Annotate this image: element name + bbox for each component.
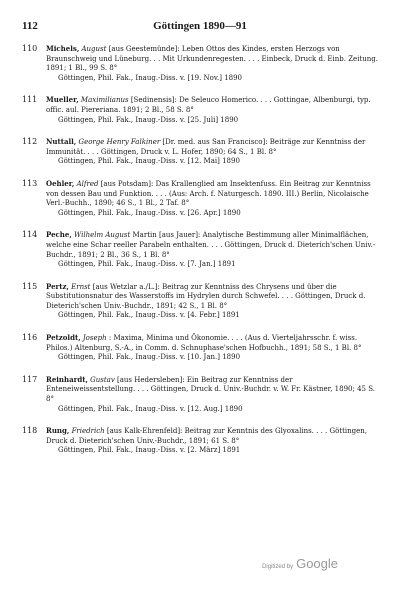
entry-body xyxy=(46,230,378,269)
dissertation-note: Göttingen, Phil. Fak., Inaug.-Diss. v. [12. Mai] 1890 xyxy=(58,157,240,166)
entry-body xyxy=(46,179,378,218)
catalog-entry xyxy=(22,95,378,125)
entry-number: 117 xyxy=(22,374,38,384)
dissertation-note: Göttingen, Phil. Fak., Inaug.-Diss. v. [10. Jan.] 1890 xyxy=(58,353,241,362)
dissertation-note: Göttingen, Phil. Fak., Inaug.-Diss. v. [4. Febr.] 1891 xyxy=(58,311,240,320)
google-logo: Google xyxy=(296,556,338,571)
entry-citation: [aus Kalk-Ehrenfeld]: Beitrag zur Kenntnis des Glyoxalins. . . . Göttingen, Druck d. Dieterich'schen Univ.-Buchdr., 1891; 61 S. 8° xyxy=(46,427,368,445)
digitized-by-text: Digitized by xyxy=(262,564,294,570)
entry-citation: [aus Geestemünde]: Leben Ottos des Kindes, ersten Herzogs von Braunschweig und Lüneburg. . . Mit Urkundenregesten. . . . Einbeck, Druck d. Einb. Zeitung. 1891; 1 Bl., 99 S. 8° xyxy=(46,45,378,73)
author-forename: Alfred xyxy=(76,179,99,188)
entry-number: 114 xyxy=(22,230,38,240)
entry-citation: [aus Hedersleben]: Ein Beitrag zur Kenntniss der Enteneiweissentstellung. . . . Göttingen, Druck d. Univ.-Buchdr. v. W. Fr. Kästner, 1890; 45 S. 8° xyxy=(46,375,375,404)
running-title: Göttingen 1890—91 xyxy=(153,20,247,32)
entry-number: 115 xyxy=(22,281,38,291)
author-surname: Reinhardt, xyxy=(46,374,88,384)
entry-number: 113 xyxy=(22,178,38,188)
author-forename: Wilhelm August xyxy=(74,231,131,240)
dissertation-note: Göttingen, Phil. Fak., Inaug.-Diss. v. [12. Aug.] 1890 xyxy=(58,404,243,413)
catalog-entry xyxy=(22,375,378,414)
catalog-entry xyxy=(22,137,378,167)
catalog-entry xyxy=(22,230,378,269)
entry-number: 112 xyxy=(22,137,38,147)
entry-citation: [Dr. med. aus San Francisco]: Beiträge zur Kenntniss der Immunität. . . . Göttingen, Druck v. L. Hofer, 1890; 64 S., 1 Bl. 8° xyxy=(46,138,366,156)
catalog-entry xyxy=(22,426,378,456)
entry-citation: [Sedinensis]: De Seleuco Homerico. . . . Gottingae, Albenburgi, typ. offic. aul. Piereriana. 1891; 2 Bl., 58 S. 8° xyxy=(46,96,371,114)
entry-citation: Martin [aus Jauer]: Analytische Bestimmung aller Minimalflächen, welche eine Schar reeller Parabeln enthalten. . . . Göttingen, Druck d. Dieterich'schen Univ.-Buchdr., 1891; 2 Bl., 36 S., 1 Bl. 8° xyxy=(46,231,376,259)
entry-list xyxy=(22,44,378,456)
entry-body xyxy=(46,95,378,125)
author-surname: Michels, xyxy=(46,44,80,53)
author-forename: George Henry Falkiner xyxy=(78,138,161,147)
author-surname: Pertz, xyxy=(46,281,69,291)
entry-number: 111 xyxy=(22,95,38,105)
dissertation-note: Göttingen, Phil. Fak., Inaug.-Diss. v. [2. März] 1891 xyxy=(58,446,241,455)
entry-citation: [aus Potsdam]: Das Krallenglied am Insektenfuss. Ein Beitrag zur Kenntniss von dessen Bau und Funktion. . . . (Aus: Arch. f. Naturgesch. 1890. III.) Berlin, Nicolaische Verl.-Buchh., 1890; 46 S., 1 Bl., 2 Taf. 8° xyxy=(46,179,371,208)
page-header xyxy=(22,20,378,32)
catalog-entry xyxy=(22,44,378,83)
author-surname: Rung, xyxy=(46,426,70,436)
dissertation-note: Göttingen, Phil. Fak., Inaug.-Diss. v. [19. Nov.] 1890 xyxy=(58,73,243,82)
dissertation-note: Göttingen, Phil. Fak., Inaug.-Diss. v. [25. Juli] 1890 xyxy=(58,115,239,124)
page-number: 112 xyxy=(22,20,38,32)
entry-number: 110 xyxy=(22,44,38,53)
dissertation-note: Göttingen, Phil. Fak., Inaug.-Diss. v. [26. Apr.] 1890 xyxy=(58,208,241,217)
digitized-watermark xyxy=(262,556,338,571)
author-forename: August xyxy=(81,45,107,53)
author-forename: Joseph xyxy=(82,334,107,343)
entry-citation: : Maxima, Minima und Ökonomie. . . . (Aus d. Vierteljahrsschr. f. wiss. Philos.) Altenburg, S.-A., in Comm. d. Schnuphase'schen Hofbuchh., 1891; 58 S., 1 Bl. 8° xyxy=(46,334,362,352)
catalog-entry xyxy=(22,333,378,363)
entry-number: 118 xyxy=(22,426,38,436)
author-forename: Gustav xyxy=(90,375,115,384)
author-forename: Ernst xyxy=(71,282,91,291)
dissertation-note: Göttingen, Phil. Fak., Inaug.-Diss. v. [7. Jan.] 1891 xyxy=(58,260,236,269)
entry-body xyxy=(46,44,378,83)
author-surname: Nuttall, xyxy=(46,137,77,147)
entry-body xyxy=(46,426,378,456)
entry-body xyxy=(46,333,378,363)
author-forename: Maximilianus xyxy=(80,96,129,105)
entry-body xyxy=(46,282,378,321)
author-surname: Petzoldt, xyxy=(46,333,81,343)
catalog-entry xyxy=(22,179,378,218)
entry-citation: [aus Wetzlar a./L.]: Beitrag zur Kenntniss des Chrysens und über die Substitutionsnatur des Wasserstoffs im Hydrylen durch Schwefel. . . . Göttingen, Druck d. Dieterich'schen Univ.-Buchdr., 1891; 42 S., 1 Bl. 8° xyxy=(46,282,366,310)
author-surname: Peche, xyxy=(46,230,72,240)
author-surname: Oehler, xyxy=(46,178,75,188)
author-forename: Friedrich xyxy=(71,427,105,436)
entry-body xyxy=(46,375,378,414)
entry-number: 116 xyxy=(22,333,38,343)
author-surname: Mueller, xyxy=(46,95,79,105)
entry-body xyxy=(46,137,378,167)
catalog-entry xyxy=(22,282,378,321)
